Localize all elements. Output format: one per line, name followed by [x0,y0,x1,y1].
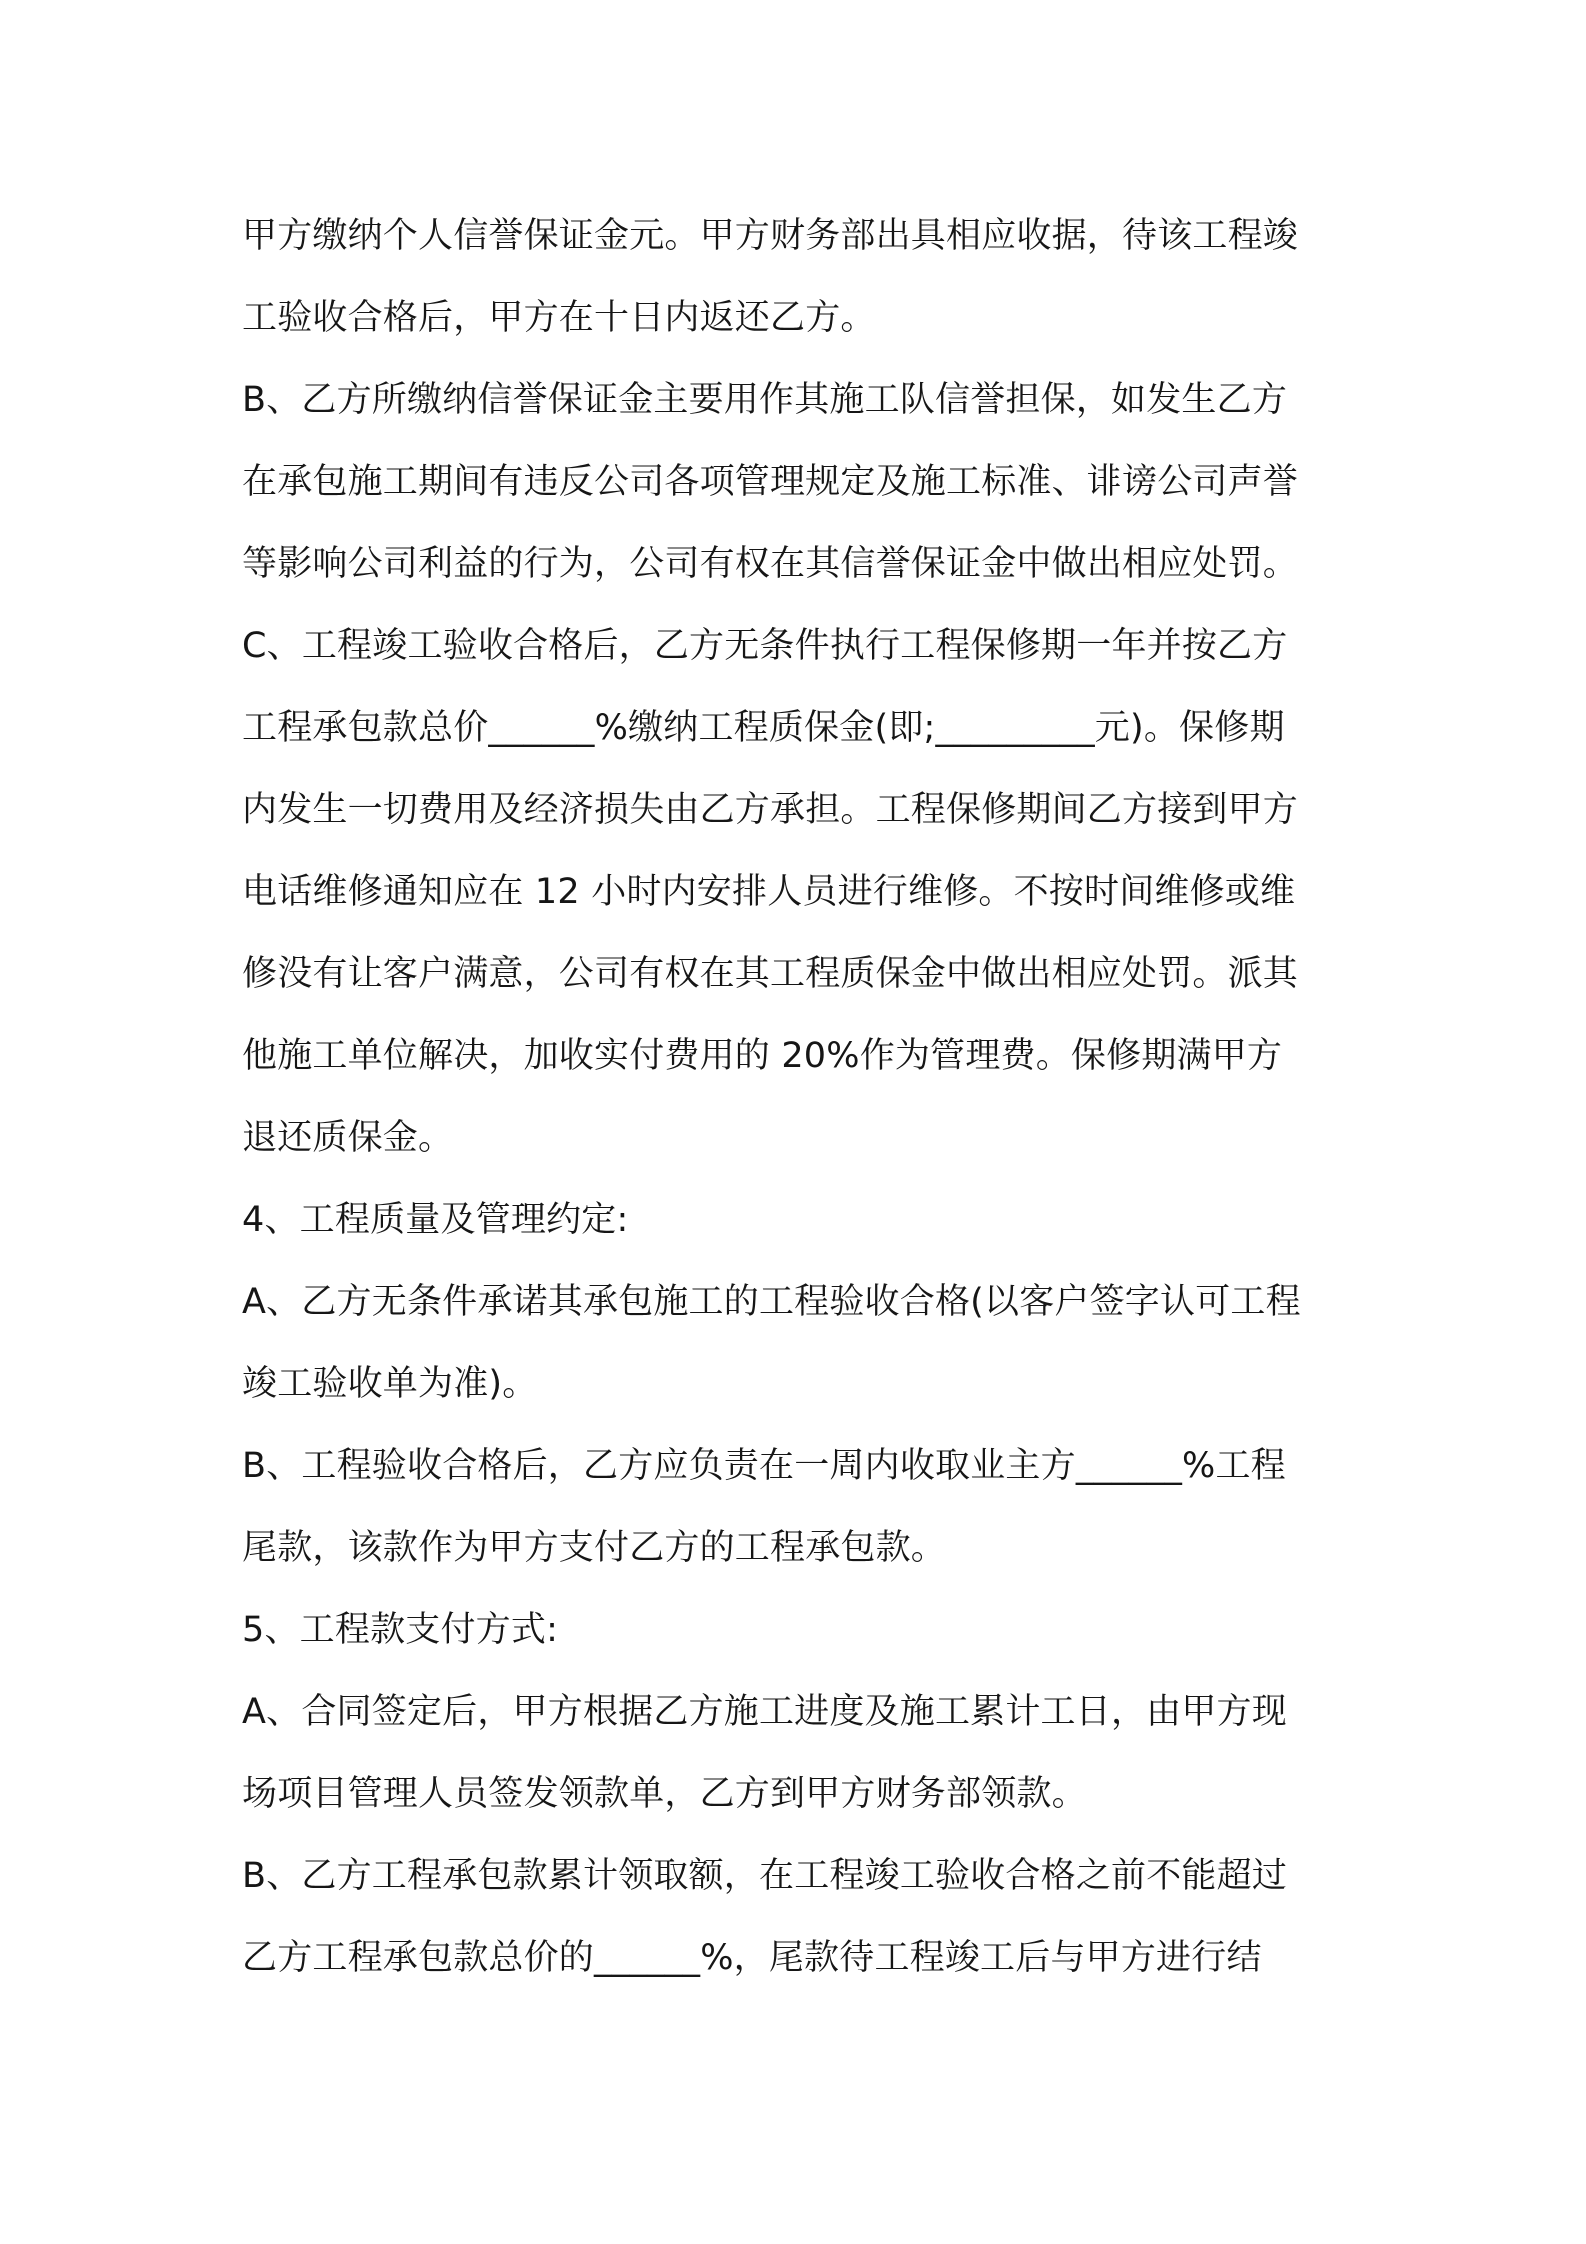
text-line: 乙方工程承包款总价的______%，尾款待工程竣工后与甲方进行结 [242,1938,1262,1978]
text-line: 退还质保金。 [242,1118,454,1158]
text-line: 电话维修通知应在 12 小时内安排人员进行维修。不按时间维修或维 [242,872,1296,912]
text-line: 等影响公司利益的行为，公司有权在其信誉保证金中做出相应处罚。 [242,544,1299,584]
text-line: 竣工验收单为准)。 [242,1364,538,1404]
text-line: 修没有让客户满意，公司有权在其工程质保金中做出相应处罚。派其 [242,954,1299,994]
text-line: A、合同签定后，甲方根据乙方施工进度及施工累计工日，由甲方现 [242,1692,1287,1732]
text-line: 在承包施工期间有违反公司各项管理规定及施工标准、诽谤公司声誉 [242,462,1299,502]
text-line: 工程承包款总价______%缴纳工程质保金(即;_________元)。保修期 [242,708,1285,748]
document-body [242,195,1352,1999]
section-heading: 4、工程质量及管理约定: [242,1200,629,1240]
section-heading: 5、工程款支付方式: [242,1610,559,1650]
text-line: 他施工单位解决，加收实付费用的 20%作为管理费。保修期满甲方 [242,1036,1283,1076]
text-line: B、工程验收合格后，乙方应负责在一周内收取业主方______%工程 [242,1446,1286,1486]
text-line: 甲方缴纳个人信誉保证金元。甲方财务部出具相应收据，待该工程竣 [242,216,1299,256]
text-line: B、乙方所缴纳信誉保证金主要用作其施工队信誉担保，如发生乙方 [242,380,1288,420]
text-line: 尾款，该款作为甲方支付乙方的工程承包款。 [242,1528,947,1568]
text-line: A、乙方无条件承诺其承包施工的工程验收合格(以客户签字认可工程 [242,1282,1301,1322]
text-line: 工验收合格后，甲方在十日内返还乙方。 [242,298,876,338]
text-line: 内发生一切费用及经济损失由乙方承担。工程保修期间乙方接到甲方 [242,790,1299,830]
text-line: B、乙方工程承包款累计领取额，在工程竣工验收合格之前不能超过 [242,1856,1288,1896]
text-line: C、工程竣工验收合格后，乙方无条件执行工程保修期一年并按乙方 [242,626,1288,666]
text-line: 场项目管理人员签发领款单，乙方到甲方财务部领款。 [242,1774,1087,1814]
